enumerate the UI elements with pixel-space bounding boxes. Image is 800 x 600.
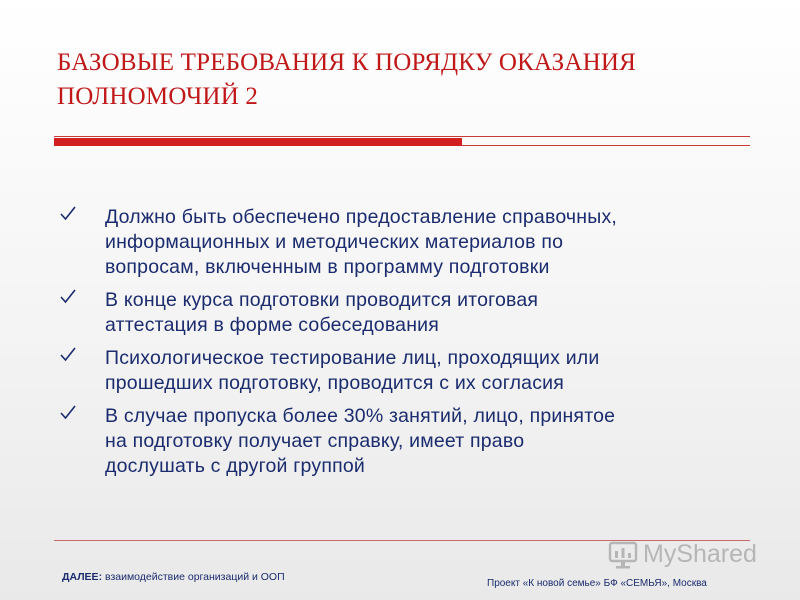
bullet-4-line-3: дослушать с другой группой	[105, 455, 365, 477]
bullet-1-line-3: вопросам, включенным в программу подготовки	[105, 256, 550, 278]
title-divider-thick	[54, 138, 462, 146]
bullet-4-line-2: на подготовку получает справку, имеет право	[105, 430, 525, 452]
title-line-2: ПОЛНОМОЧИЙ 2	[57, 83, 259, 110]
bullet-list	[60, 205, 760, 487]
title-line-1: БАЗОВЫЕ ТРЕБОВАНИЯ К ПОРЯДКУ ОКАЗАНИЯ	[57, 49, 637, 76]
myshared-logo-icon	[607, 539, 639, 571]
bullet-item-1	[60, 205, 760, 280]
bullet-item-2	[60, 288, 760, 338]
slide-title	[57, 46, 757, 114]
title-divider-thin-bottom	[462, 145, 750, 146]
bullet-3-line-2: прошедших подготовку, проводится с их согласия	[105, 372, 565, 394]
checkmark-icon	[60, 404, 76, 422]
footer-project: Проект «К новой семье» БФ «СЕМЬЯ», Москва	[487, 578, 707, 589]
title-divider-thin-top	[54, 136, 750, 137]
bullet-item-3	[60, 346, 760, 396]
watermark-text: MyShared	[643, 540, 757, 568]
footer-next-text: взаимодействие организаций и ООП	[104, 571, 285, 583]
bullet-1-line-2: информационных и методических материалов по	[105, 231, 564, 253]
bullet-2-line-2: аттестация в форме собеседования	[105, 314, 440, 336]
footer-next[interactable]	[62, 571, 285, 583]
footer-next-label: ДАЛЕЕ:	[62, 571, 103, 583]
bullet-4-line-1: В случае пропуска более 30% занятий, лицо, принятое	[105, 405, 616, 427]
checkmark-icon	[60, 288, 76, 306]
checkmark-icon	[60, 205, 76, 223]
checkmark-icon	[60, 346, 76, 364]
bullet-2-line-1: В конце курса подготовки проводится итоговая	[105, 289, 539, 311]
bullet-3-line-1: Психологическое тестирование лиц, проходящих или	[105, 347, 600, 369]
bullet-item-4	[60, 404, 760, 479]
bullet-1-line-1: Должно быть обеспечено предоставление справочных,	[105, 206, 618, 228]
